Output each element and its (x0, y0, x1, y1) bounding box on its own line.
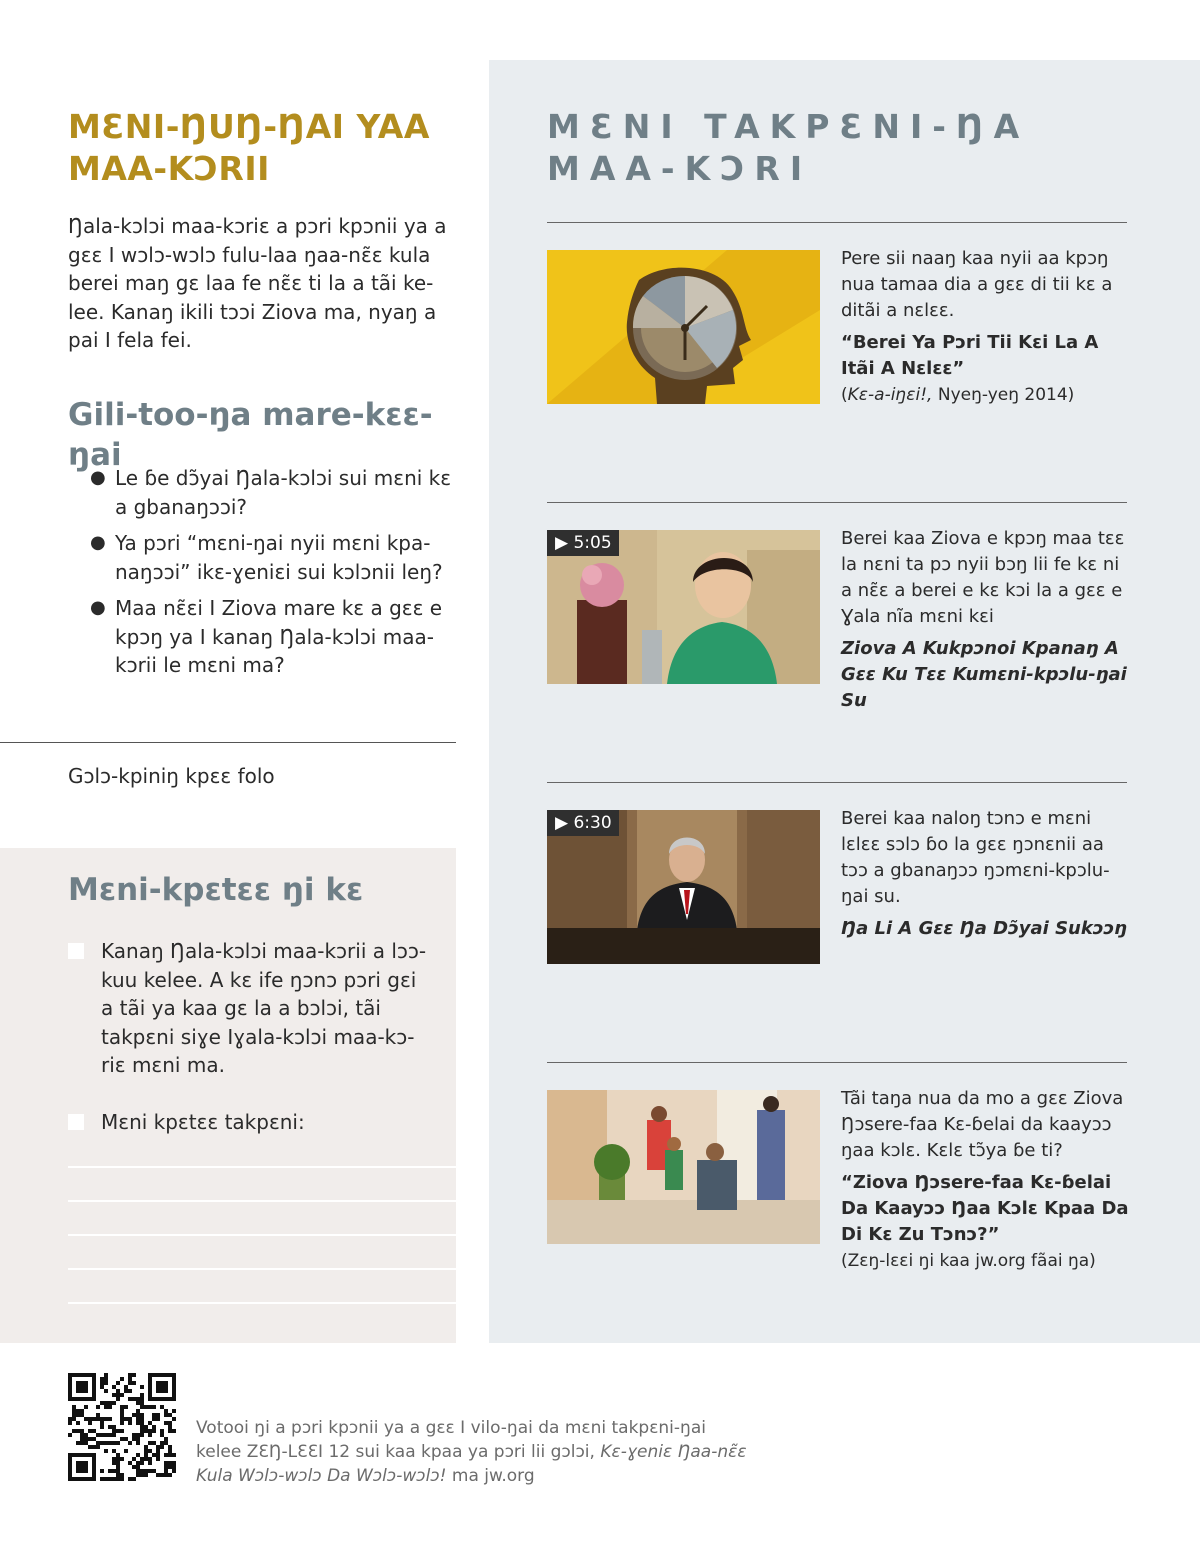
card-description: Tãi taŋa nua da mo a gɛɛ Ziova Ŋɔsere-faa Kɛ-ɓelai da kaayɔɔ ŋaa kɔlɛ. Kɛlɛ tɔ̃ya ɓe ti? (841, 1088, 1124, 1161)
card-title-link[interactable]: Ziova A Kukpɔnoi Kpanaŋ A Gɛɛ Ku Tɛɛ Kumɛni-kpɔlu-ŋai Su (841, 638, 1127, 711)
article-thumbnail[interactable] (547, 1090, 820, 1244)
personal-notes-label: Gɔlɔ-kpiniŋ kpɛɛ folo (68, 764, 275, 788)
summary-text: Ŋala-kɔlɔi maa-kɔriɛ a pɔri kpɔnii ya a gɛɛ I wɔlɔ-wɔlɔ fulu-laa ŋaa-nɛ̃ɛ kula berei maŋ gɛ laa fe nɛ̃ɛ ti la a tãi ke-lee. Kanaŋ ikili tɔɔi Ziova ma, nyaŋ a pai I fela fei. (68, 214, 447, 352)
goal-text: Mɛni kpɛtɛɛ takpɛni: (101, 1110, 305, 1134)
article-card (841, 246, 1131, 408)
review-item-text: Maa nɛ̃ɛi I Ziova mare kɛ a gɛɛ e kpɔŋ ya I kanaŋ Ŋala-kɔlɔi maa-kɔrii le mɛni ma? (115, 596, 443, 677)
footer-note (196, 1416, 756, 1488)
card-description: Pere sii naaŋ kaa nyii aa kpɔŋ nua tamaa dia a gɛɛ di tii kɛ a ditãi a nɛlɛɛ. (841, 248, 1113, 321)
footer-text: Votooi ŋi a pɔri kpɔnii ya a gɛɛ I vilo-ŋai da mɛni takpɛni-ŋai kelee ZƐŊ-LƐƐI 12 sui kaa kpaa ya pɔri lii gɔlɔi, (196, 1418, 706, 1462)
video-thumbnail[interactable] (547, 810, 820, 964)
article-thumbnail[interactable] (547, 250, 820, 404)
checkbox[interactable] (68, 943, 84, 959)
card-title-link[interactable]: Ŋa Li A Gɛɛ Ŋa Dɔ̃yai Sukɔɔŋ (841, 918, 1127, 939)
card-description: Berei kaa Ziova e kpɔŋ maa tɛɛ la nɛni ta pɔ nyii bɔŋ lii fe kɛ ni a nɛ̃ɛ a berei e kɛ kɔi la a gɛɛ e Ɣala nĩa mɛni kɛi (841, 528, 1125, 627)
review-title: Gili-too-ŋa mare-kɛɛ-ŋai (68, 397, 433, 473)
goal-text: Kanaŋ Ŋala-kɔlɔi maa-kɔrii a lɔɔ-kuu kelee. A kɛ ife ŋɔnɔ pɔri gɛi a tãi ya kaa gɛ la a bɔlɔi, tãi takpɛni siɣe Iɣala-kɔlɔi maa-kɔ-riɛ mɛni ma. (101, 939, 427, 1077)
head-clock-illustration (547, 250, 820, 404)
bullet-icon: ● (90, 532, 106, 553)
divider (547, 1062, 1127, 1063)
video-thumbnail[interactable] (547, 530, 820, 684)
bullet-icon: ● (90, 597, 106, 618)
checkbox[interactable] (68, 1114, 84, 1130)
qr-code-icon[interactable] (68, 1373, 176, 1481)
review-item (90, 529, 460, 586)
card-title-link[interactable]: “Ziova Ŋɔsere-faa Kɛ-ɓelai Da Kaayɔɔ Ŋaa Kɔlɛ Kpaa Da Di Kɛ Zu Tɔnɔ?” (841, 1172, 1129, 1245)
write-line[interactable] (68, 1234, 456, 1236)
family-greeting-image (547, 1090, 820, 1244)
footer-site: ma jw.org (446, 1466, 535, 1486)
divider (547, 222, 1127, 223)
qr-code-image (68, 1373, 176, 1481)
write-line[interactable] (68, 1166, 456, 1168)
goal-item (68, 937, 428, 1080)
video-duration: ▶ 5:05 (547, 530, 619, 556)
card-source (841, 382, 1131, 408)
summary-title: MƐNI-ŊUŊ-ŊAI YAA MAA-KƆRII (68, 107, 430, 188)
video-card (841, 806, 1131, 942)
review-item-text: Ya pɔri “mɛni-ŋai nyii mɛni kpa-naŋɔɔi” ikɛ-ɣeniɛi sui kɔlɔnii leŋ? (115, 531, 443, 584)
footer-publication-link[interactable]: Kɛ-ɣeniɛ Ŋaa-nɛ̃ɛ Kula Wɔlɔ-wɔlɔ Da Wɔlɔ-wɔlɔ! (196, 1442, 747, 1486)
review-item (90, 464, 460, 521)
review-item-text: Le ɓe dɔ̃yai Ŋala-kɔlɔi sui mɛni kɛ a gbanaŋɔɔi? (115, 466, 452, 519)
explore-title: MƐNI TAKPƐNI-ŊA MAA-KƆRI (547, 107, 1030, 188)
write-line[interactable] (68, 1200, 456, 1202)
goal-item (68, 1108, 428, 1137)
source-date: Nyeŋ-yeŋ 2014) (932, 385, 1075, 405)
review-list (90, 464, 460, 688)
card-description: Berei kaa naloŋ tɔnɔ e mɛni lɛlɛɛ sɔlɔ ɓo la gɛɛ ŋɔnɛnii aa tɔɔ a gbanaŋɔɔ ŋɔmɛni-kpɔlu-ŋai su. (841, 808, 1110, 907)
card-title-link[interactable]: “Berei Ya Pɔri Tii Kɛi La A Itãi A Nɛlɛɛ” (841, 332, 1099, 379)
divider (547, 782, 1127, 783)
source-paren: ( (841, 385, 848, 405)
divider (547, 502, 1127, 503)
source-publication: Kɛ-a-iŋɛi!, (847, 385, 933, 405)
video-duration: ▶ 6:30 (547, 810, 619, 836)
goals-title: Mɛni-kpɛtɛɛ ŋi kɛ (68, 872, 364, 908)
bullet-icon: ● (90, 467, 106, 488)
card-source: (Zɛŋ-lɛɛi ŋi kaa jw.org fãai ŋa) (841, 1251, 1096, 1271)
article-card (841, 1086, 1131, 1274)
video-card (841, 526, 1131, 714)
write-line[interactable] (68, 1268, 456, 1270)
review-item (90, 594, 460, 680)
write-line[interactable] (68, 1302, 456, 1304)
divider (0, 742, 456, 743)
